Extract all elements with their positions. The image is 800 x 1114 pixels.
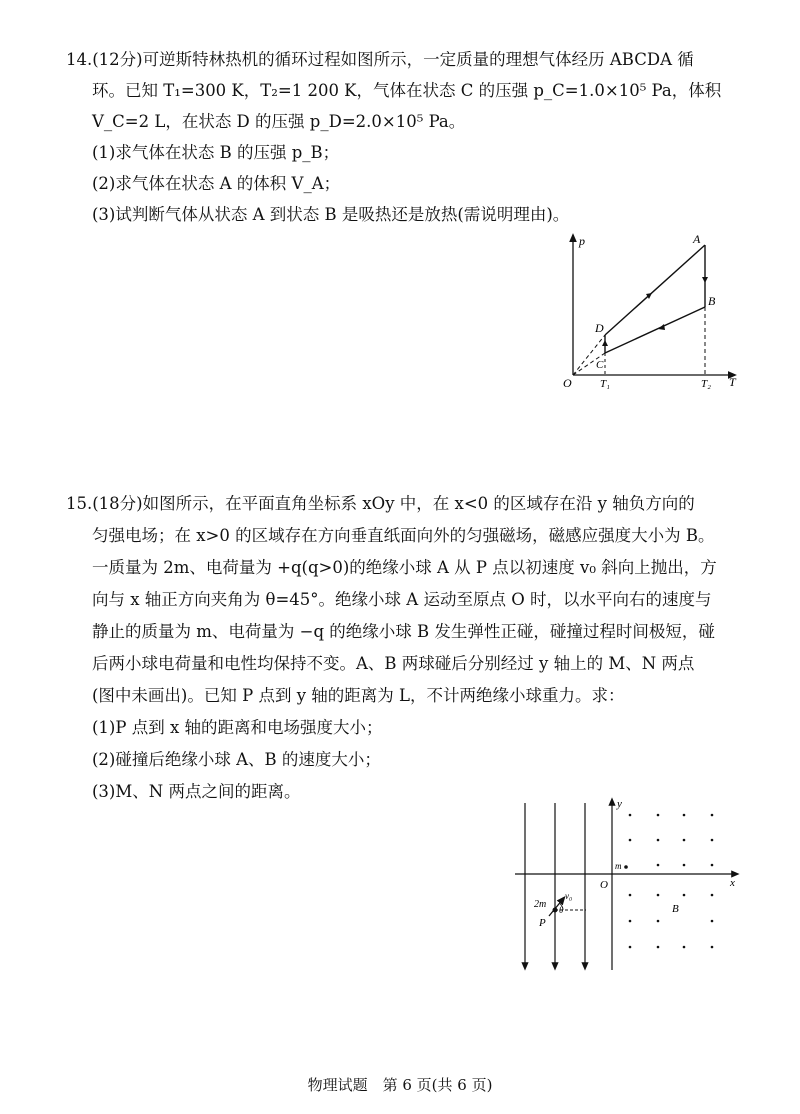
b-field-dots (629, 814, 714, 949)
q14-part-2: (2)求气体在状态 A 的体积 V_A； (92, 174, 341, 193)
point-d-label: D (595, 321, 604, 335)
t1-label: T₁ (600, 378, 610, 390)
q15-field-diagram (510, 795, 750, 980)
page-footer: 物理试题 第 6 页(共 6 页) (307, 1076, 493, 1094)
p-point-label: P (539, 917, 546, 929)
q14-line-3: V_C=2 L，在状态 D 的压强 p_D=2.0×10⁵ Pa。 (92, 112, 466, 131)
arrow-ab (702, 277, 708, 283)
q15-line-5: 静止的质量为 m、电荷量为 −q 的绝缘小球 B 发生弹性正碰，碰撞过程时间极短，碰 (92, 622, 715, 641)
q15-line-2: 匀强电场；在 x>0 的区域存在方向垂直纸面向外的匀强磁场，磁感应强度大小为 B。 (92, 526, 715, 545)
p-label: p (579, 234, 585, 248)
o-label: O (600, 879, 608, 891)
q14-number: 14. (66, 50, 93, 69)
point-b-label: B (708, 294, 716, 308)
q14-part-3: (3)试判断气体从状态 A 到状态 B 是吸热还是放热(需说明理由)。 (92, 205, 570, 224)
b-field-label: B (672, 903, 679, 915)
q15-line-4: 向与 x 轴正方向夹角为 θ=45°。绝缘小球 A 运动至原点 O 时，以水平向右的速度与 (92, 590, 712, 609)
ball-b (624, 865, 628, 869)
q15-part-1: (1)P 点到 x 轴的距离和电场强度大小； (92, 718, 383, 737)
bc-line (605, 307, 705, 353)
q14-line-1: 14.(12分)可逆斯特林热机的循环过程如图所示，一定质量的理想气体经历 ABCDA 循 (66, 50, 694, 69)
v0-label: v₀ (565, 891, 573, 901)
2m-label: 2m (534, 899, 547, 910)
q15-number: 15. (66, 494, 93, 513)
arrow-cd (602, 340, 608, 346)
t2-label: T₂ (701, 378, 711, 390)
q15-line-1: 15.(18分)如图所示，在平面直角坐标系 xOy 中，在 x<0 的区域存在沿 y 轴负方向的 (66, 494, 695, 513)
y-label: y (617, 798, 622, 810)
theta-label: θ (559, 905, 564, 915)
q15-part-2: (2)碰撞后绝缘小球 A、B 的速度大小； (92, 750, 381, 769)
arrow-bc (658, 324, 665, 330)
q14-line-2: 环。已知 T₁=300 K，T₂=1 200 K，气体在状态 C 的压强 p_C=1.0×10⁵ Pa，体积 (92, 81, 722, 100)
q14-pt-diagram (555, 225, 745, 395)
q15-line-7: (图中未画出)。已知 P 点到 y 轴的距离为 L，不计两绝缘小球重力。求： (92, 686, 625, 705)
origin-label: O (563, 376, 572, 390)
q15-line-3: 一质量为 2m、电荷量为 +q(q>0)的绝缘小球 A 从 P 点以初速度 v₀ 斜向上抛出，方 (92, 558, 717, 577)
da-line (605, 245, 705, 335)
q15-part-3: (3)M、N 两点之间的距离。 (92, 782, 301, 801)
q15-line-6: 后两小球电荷量和电性均保持不变。A、B 两球碰后分别经过 y 轴上的 M、N 两点 (92, 654, 695, 673)
point-a-label: A (693, 232, 701, 246)
x-label: x (730, 877, 735, 889)
point-c-label: C (596, 359, 604, 371)
t-label: T (729, 375, 736, 389)
m-label: m (615, 861, 622, 871)
q14-part-1: (1)求气体在状态 B 的压强 p_B； (92, 143, 340, 162)
